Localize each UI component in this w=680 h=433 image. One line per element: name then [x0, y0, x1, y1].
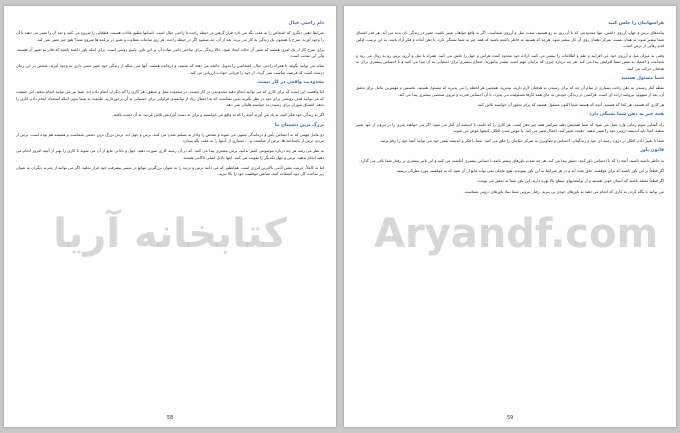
page-gutter	[336, 0, 344, 433]
paragraph: می توانید با نگاه کردن به کاری که انجام می دهید به باورهای خودی پی ببرید. رفتار بیرونی شما بنیاد باورهای درونی شماست.	[463, 188, 664, 194]
paragraph: نقطه آغاز رسیدن به ذهن راحت بسیاری از تمام آن چه که برای رسیدن به هدفتان لازم دارید، بپذیرید. همچنین هر لحظه را می پذیرید که مسئول هستید. نخستین و مهمترین عامل برای تحقق آن، بعد از مفهوم، نیرومند اراده ای است. هرکسی در زندگی خودش به جای همه کارها مسئولیت می پذیرد، با آن احساس قدرت و نیروی شخصی بیشتری پیدا می کند.	[356, 85, 664, 97]
paragraph: برای شرح کار از یک امری هستند که تغییر آن حالت ایجاد شود. حالا زندگی برای ساختن دامی ساده آن بر این باور. پاسخ روشن است: برای اینکه باور داشته باشید که قادر به تغییر آن هستید. ولی این سخت است.	[16, 46, 324, 59]
section-heading: شما مسئول هستید	[620, 76, 664, 82]
watermark-text: کتابخانه آریا	[53, 211, 287, 257]
left-page-content	[16, 18, 324, 407]
paragraph: به نظر می رسد هر چه درباره موضوعی کمتر بدانید، ترس بیشتری پیدا می کنید. که در آن زمینه کاری صورت دهید. جهل و نادانی مانع از آن می شوند تا کاری را بهتر از آنچه امروز انجام می دهید انجام بدهید. ترس و جهل یکدیگر را تقویت می کنند. اینها دلایل اصلی ناکامی هستند.	[16, 148, 324, 160]
paragraph: پیامدهای ترس و جهل، آرزوی داشتن، تنها محدودیتی که تا آن روز به رو هستید، شدت میل و آرزوی شماست. اگر به واقع خواهان تغییر باشید، تغییر در زندگی تان پدید می آید. هر قدر اشتیاق شما بیشتر شود، به همان نسبت تمرکز ذهنتان روی آن کار بیشتر شود. هرچه که هستید به خاطر داشته باشید که همه چیز به شما بستگی دارد. تا ذهن آماده و فکر آزاد باشد. به این ترتیب، اولین قدم رهایی از ترس است.	[356, 30, 664, 48]
section-heading: محدودیت واقعی در کار نیست	[257, 80, 324, 86]
page-number: 58	[166, 415, 174, 421]
paragraph: شرایط ذهنی دیگری که اشخاص را به عقب نگه می دارد قرار گرفتن در حیطه راحت یا راحتی خیال است. انسانها مطیع عادات هستند. قطعاتی را شروع می کنند و بعد آن را تغییر می دهند تا آن را وجود آورند. شرح یا همچون یک زندگی به کار می برند. بعد از آن، چه میشود اگر در حیطه راحت، هر روز ساعات متفاوت و تغییر در برنامه ها شروع نشد؟ هیچ چیز تغییر نمی کند.	[16, 30, 324, 42]
paragraph: شما با تغییر دادن افکار در درون زمینه ای خود و زندگیتان، احساس و تصاویری به تمرکز دنیایتان را خلق می کنید. شما با فکر و اندیشه نقش خود می توانید آنچه خود را رقم بزنید.	[379, 138, 664, 144]
left-page	[4, 6, 336, 427]
paragraph: اگر قطعاً معتقد باشید که انسان خوبی هستید و از توانمندیهای سطح بالا بهره دارید، این باور شما به تحقق می پیوندد.	[476, 178, 664, 184]
paragraph: اگر به زندگی خود فکر کنید، به یاد می آورید آنچه را که به واقع می خواستید و برای به دست آوردنش تلاش کردید، به آن دست یافتید.	[112, 112, 324, 118]
paragraph: اگر قطعاً بر این باور باشید که برای موفقیت خلق شده اید و در هر شرایط به این باور بپیوندید، هیچ عاملی نمی تواند مانع از آن شود که به موفقیت مورد نظرتان برسید.	[395, 168, 664, 174]
section-heading: هراسهایتان را حلش کنید	[608, 21, 664, 26]
right-page	[344, 6, 676, 427]
watermark-text: Aryandf.com	[374, 211, 659, 257]
section-heading: دام راحتی خیال	[288, 21, 324, 26]
section-heading: بزرگ ترین دشمنان ما	[274, 122, 324, 128]
paragraph: اما واقعیت این است که برای کاری که می توانید انجام دهید محدودیتی در کار نیست. در محدوده عقل و منطق، هر کاری را که دیگران انجام داده اند، شما نیز می توانید انجام بدهید. این حقیقت که می توانید هدف روشنی برای خود در نظر بگیرید بدین معناست که به احتمال زیاد از توانمندی فراوانی برای دستیابی به آن برخوردارید. طبیعت به شما بدون اینکه استعداد انجام دادن کاری را بدهد، اشتیاق سوزان برای رسیدن به خواسته هایتان نمی دهد.	[16, 89, 324, 107]
paragraph: اما نه کاملاً، حرمت نفس آدمی بالاترین انرژی است. همانطور که می دانید ترس و تردید را به عنوان بزرگترین موانع در مسیر پیشرفت خود قرار ندهید. اگر می توانید از تجربه دیگران به عنوان زیر ساخت کار خود استفاده کنید، شانس موفقیت خود را بالا ببرید.	[16, 165, 324, 177]
paragraph: دو عامل مهمی که به احساس یأس و درماندگی منتهی می شوند و شخص را وادار به تسلیم شدن می کنند، ترس و جهل اند. ترس بزرگ ترین دشمن شماست و همیشه هم بوده است. ترس از مردم، ترس از ناشناخته ها، ترس از شکست و ... بسیاری از آدمها را به عقب نگه میدارد.	[16, 131, 324, 144]
section-heading: همه چیز به ذهن شما بستگی دارد	[589, 112, 664, 118]
paragraph: هر کاری که هستید، هر کجا که هستید، آنچه که هستید شما اکنون مسئول هستید که برای تحقق آن خواسته تلاش کنید.	[476, 101, 664, 107]
paragraph: شاید می توانید بگوئید با همراه راحتی خیال، اشخاصی را تحویل جامعه می دهند که ضعیف و درمانده هستند. آنها سی ساله از زندگی خود تغییر معنی داری به وجود آورند. شخص در این زمان درست است که فرصت مناسب نمی گردد. از خود را قربانی حوادث ارزیابی می کند.	[16, 63, 324, 75]
paragraph: راه گشایی سوم زمانی وارد عمل می شود که شما تشخیص دهید سراسر همه چیز ذهن است. هر کاری را که بکنید، با اندیشه ای آغاز می شود. اگر می خواهید چیزی را در بیرون از خود تغییر بدهید، ابتدا باید اندیشه درونی خود را تغییر بدهید. ذهنیت تغییر کند، اعمال تغییر می کند. با عوض شدن افکار، کنشها عوض می شوند.	[356, 121, 664, 133]
right-page-content	[356, 18, 664, 407]
paragraph: به خاطر داشته باشید، آنچه را که با احساس باور کنید، تحقق پیدا می کند. هر چه شدت باورهای بیشتر باشد، احساس بیشتری انباشت می کنید و این تاثیر بیشتری بر رفتار شما باقی می گذارد.	[359, 157, 664, 163]
page-number: 59	[506, 415, 514, 421]
paragraph: وقتی به میزان میل و آرزوی خود می افزایید و علم و اطلاعات را بیشتر می کنید، اراده خود محدود کننده هراس و جهل را حلش می کنید. همراه با میل و آرزو، ترس رو به زوال می رود و شجاعت و اعتماد به نفس شما افزایش پیدا می کند. هر چه درباره چیزی که برایتان مهم است بیشتر بیاموزید، شجاع بیشتری برای دستیابی به آن پیدا می کنید و با احساس بیشتری برای به هدفتان حرکت می کنید.	[356, 53, 664, 71]
section-heading: قانون باور	[640, 148, 664, 154]
